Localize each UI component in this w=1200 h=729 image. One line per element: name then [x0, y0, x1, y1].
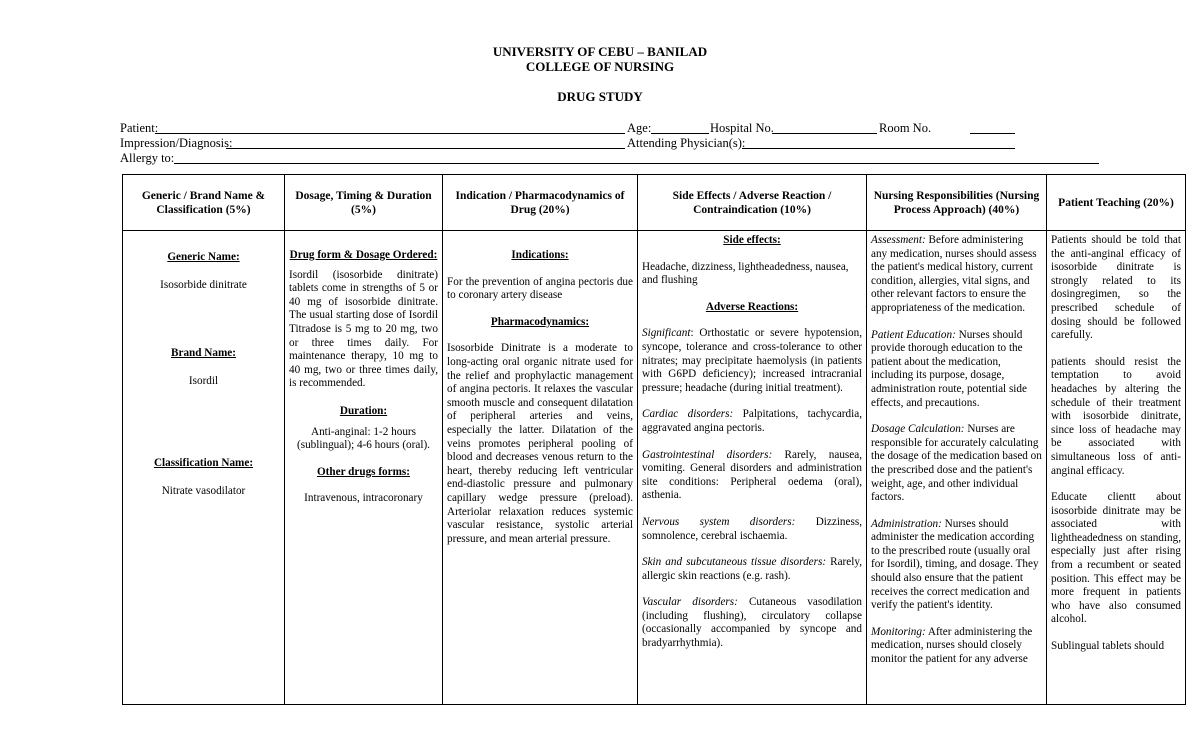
classification-value: Nitrate vasodilator [161, 484, 246, 497]
side-effects-cell [638, 231, 867, 705]
allergy-label: Allergy to: [120, 151, 175, 165]
nursing-item [871, 329, 1042, 411]
age-label: Age: [627, 121, 652, 135]
generic-name-label: Generic Name: [167, 251, 240, 263]
adverse-item [642, 516, 862, 543]
drug-form-label: Drug form & Dosage Ordered: [289, 249, 438, 261]
nursing-text: Nurses are responsible for accurately calculating the dosage of the medication based on the prescribed dose and the patient's weight, age, and other individual factors. [871, 423, 1042, 504]
generic-name-value: Isosorbide dinitrate [160, 278, 247, 291]
pharmacodynamics-label: Pharmacodynamics: [490, 315, 590, 328]
teaching-paragraph: Patients should be told that the anti-anginal efficacy of isosorbide dinitrate is strongly related to its dosingregimen, so the prescribed schedule of dosing should be followed carefully. [1051, 234, 1181, 342]
side-effects-text: Headache, dizziness, lightheadedness, nausea, and flushing [642, 260, 849, 287]
adverse-reactions-label: Adverse Reactions: [705, 300, 799, 313]
adverse-category: Significant [642, 327, 691, 340]
adverse-text: Cutaneous vasodilation (including flushing), circulatory collapse (occasionally accompanied by syncope and bradyarrhythmia). [642, 596, 862, 650]
nursing-category: Assessment: [871, 234, 926, 246]
document-title: DRUG STUDY [557, 89, 643, 104]
teaching-paragraph: Educate clientt about isosorbide dinitrate may be associated with lightheadedness on standing, especially just after rising from a recumbent or seated position. This effect may be more frequent in patients who have also consumed alcohol. [1051, 491, 1181, 626]
adverse-text: Palpitations, tachycardia, aggravated angina pectoris. [642, 408, 862, 434]
adverse-category: Vascular disorders: [642, 596, 738, 609]
drug-form-text: Isordil (isosorbide dinitrate) tablets come in strengths of 5 or 40 mg of isosorbide dinitrate. The usual starting dose of Isordil Titradose is 5 mg to 20 mg, two or three times daily. For maintenance therapy, 10 mg to 40 mg, two or three times daily, is recommended. [289, 268, 438, 390]
indication-cell [443, 231, 638, 705]
adverse-item [642, 327, 862, 395]
college-name: COLLEGE OF NURSING [525, 59, 675, 74]
header-generic: Generic / Brand Name & Classification (5%) [123, 175, 285, 231]
teaching-paragraph: Sublingual tablets should [1051, 640, 1165, 653]
physician-field[interactable] [742, 148, 1015, 149]
adverse-text: : Orthostatic or severe hypotension, syncope, tolerance and cross-tolerance to other nitrates; may precipitate haemolysis (in patients with G6PD deficiency); increased intracranial pressure; headache (during initial treatment). [642, 327, 862, 394]
header-nursing: Nursing Responsibilities (Nursing Process Approach) (40%) [867, 175, 1047, 231]
adverse-item [642, 408, 862, 435]
table-content-row [123, 231, 1186, 705]
adverse-text: Rarely, nausea, vomiting. General disorders and administration site conditions: Peripheral oedema (oral), asthenia. [642, 448, 862, 502]
physician-label: Attending Physician(s): [627, 136, 746, 150]
nursing-text: Before administering any medication, nurses should assess the patient's medical history, current condition, allergies, vital signs, and other relevant factors to ensure the appropriateness of the medication. [871, 234, 1037, 314]
nursing-text: After administering the medication, nurses should closely monitor the patient for any adverse [871, 625, 1033, 666]
brand-name-value: Isordil [188, 374, 219, 387]
adverse-text: Rarely, allergic skin reactions (e.g. rash). [642, 556, 863, 582]
dosage-cell [285, 231, 443, 705]
nursing-item [871, 234, 1042, 316]
adverse-category: Cardiac disorders: [642, 408, 734, 421]
duration-text: Anti-anginal: 1-2 hours (sublingual); 4-6 hours (oral). [297, 425, 430, 452]
room-no-field[interactable] [970, 133, 1015, 134]
generic-cell [123, 231, 285, 705]
header-dosage: Dosage, Timing & Duration (5%) [285, 175, 443, 231]
header-indication: Indication / Pharmacodynamics of Drug (20%) [443, 175, 638, 231]
indications-label: Indications: [511, 249, 569, 261]
adverse-text: Dizziness, somnolence, cerebral ischaemia. [642, 515, 862, 542]
diagnosis-label: Impression/Diagnosis: [120, 136, 233, 150]
header-teaching: Patient Teaching (20%) [1047, 175, 1186, 231]
nursing-text: Nurses should administer the medication according to the prescribed route (usually oral for Isordil), timing, and dosage. They should also ensure that the patient receives the correct medication and verify the patient's identity. [871, 517, 1039, 612]
other-forms-label: Other drugs forms: [316, 465, 410, 478]
adverse-item [642, 596, 862, 650]
hospital-no-label: Hospital No. [710, 121, 774, 135]
duration-label: Duration: [339, 404, 388, 417]
nursing-item [871, 518, 1042, 613]
nursing-category: Dosage Calculation: [871, 423, 965, 436]
adverse-item [642, 449, 862, 503]
side-effects-label: Side effects: [723, 234, 781, 246]
header-side-effects: Side Effects / Adverse Reaction / Contraindication (10%) [638, 175, 867, 231]
adverse-category: Nervous system disorders: [642, 515, 796, 528]
patient-label: Patient: [120, 121, 159, 135]
brand-name-label: Brand Name: [171, 347, 236, 360]
adverse-item [642, 556, 862, 583]
drug-study-table [122, 174, 1186, 705]
classification-label: Classification Name: [153, 457, 254, 470]
hospital-no-field[interactable] [772, 133, 877, 134]
nursing-text: Nurses should provide thorough education to the patient about the medication, including its purpose, dosage, administration route, potential side effects, and precautions. [871, 328, 1027, 409]
allergy-field[interactable] [174, 163, 1099, 164]
nursing-category: Administration: [871, 517, 942, 530]
pharmacodynamics-text: Isosorbide Dinitrate is a moderate to long-acting oral organic nitrate used for the relief and prophylactic management of angina pectoris. It relaxes the vascular smooth muscle and consequent dilatation of peripheral arteries and veins, especially the latter. Dilatation of the veins promotes peripheral pooling of blood and decreases venous return to the heart, thereby reducing left ventricular end-diastolic pressure and pulmonary capillary wedge pressure (preload). Arteriolar relaxation reduces systemic vascular resistance, systolic arterial pressure, and mean arterial pressure. [447, 342, 633, 545]
nursing-category: Patient Education: [871, 328, 956, 341]
patient-field[interactable] [155, 133, 625, 134]
diagnosis-field[interactable] [226, 148, 625, 149]
nursing-category: Monitoring: [871, 625, 926, 638]
other-forms-text: Intravenous, intracoronary [304, 492, 423, 505]
indications-text: For the prevention of angina pectoris due to coronary artery disease [447, 275, 633, 302]
adverse-category: Gastrointestinal disorders: [642, 448, 773, 461]
nursing-item [871, 423, 1042, 505]
teaching-paragraph: patients should resist the temptation to avoid headaches by altering the schedule of their treatment with isosorbide dinitrate, since loss of headache may be associated with simultaneous loss of anti-anginal efficacy. [1051, 355, 1181, 477]
teaching-cell [1047, 231, 1186, 705]
adverse-category: Skin and subcutaneous tissue disorders: [642, 556, 827, 569]
university-name: UNIVERSITY OF CEBU – BANILAD [492, 44, 708, 59]
nursing-cell [867, 231, 1047, 705]
table-header-row [123, 175, 1186, 231]
room-no-label: Room No. [879, 121, 932, 135]
age-field[interactable] [651, 133, 709, 134]
nursing-item [871, 626, 1042, 667]
